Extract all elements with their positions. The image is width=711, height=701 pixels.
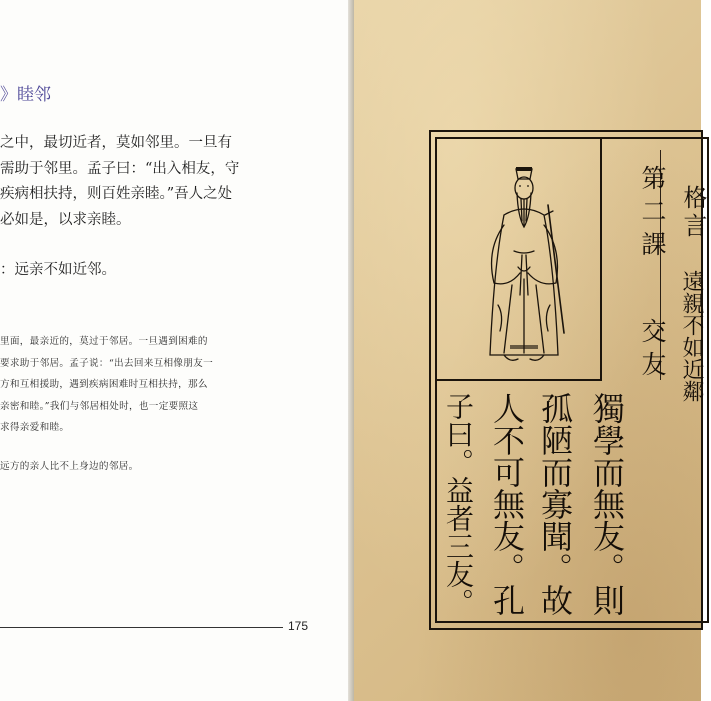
body-column: 人不可無友。孔 (488, 392, 526, 616)
lesson-title: 交友 (638, 318, 667, 384)
translation-paragraph (0, 331, 300, 439)
paragraph-line: 疾病相扶持，则百姓亲睦。”吾人之处 (0, 186, 233, 202)
lesson-number: 第二課 (638, 165, 667, 264)
maxim-header: 格言 (679, 185, 707, 241)
body-column: 子曰。益者三友。 (442, 392, 475, 616)
translation-line: 里面，最亲近的，莫过于邻居。一旦遇到困难的 (0, 336, 208, 347)
confucius-portrait (464, 155, 584, 380)
paragraph-line: 之中，最切近者，莫如邻里。一旦有 (0, 135, 232, 151)
paragraph-line: 需助于邻里。孟子曰：“出入相友，守 (0, 160, 240, 177)
page-number: 175 (288, 619, 309, 633)
translation-line: 方和互相援助，遇到疾病困难时互相扶持，那么 (0, 379, 208, 391)
translation-line: 求得亲爱和睦。 (0, 422, 70, 434)
left-page (0, 0, 352, 701)
translation-line: 要求助于邻居。孟子说：“出去回来互相像朋友一 (0, 357, 213, 369)
proverb-line: ：远亲不如近邻。 (0, 262, 116, 278)
section-heading: 》睦邻 (0, 85, 51, 105)
footer-rule (0, 627, 283, 628)
translation-line: 亲密和睦。”我们与邻居相处时，也一定要照这 (0, 400, 199, 412)
body-column: 孤陋而寡聞。故 (536, 392, 574, 616)
right-page (354, 0, 707, 701)
maxim-text: 遠親不如近鄰 (679, 270, 704, 402)
body-column: 獨學而無友。則 (588, 392, 626, 616)
classical-paragraph (0, 131, 300, 233)
paragraph-line: 必如是，以求亲睦。 (0, 211, 131, 228)
translation-proverb: 远方的亲人比不上身边的邻居。 (0, 461, 139, 472)
